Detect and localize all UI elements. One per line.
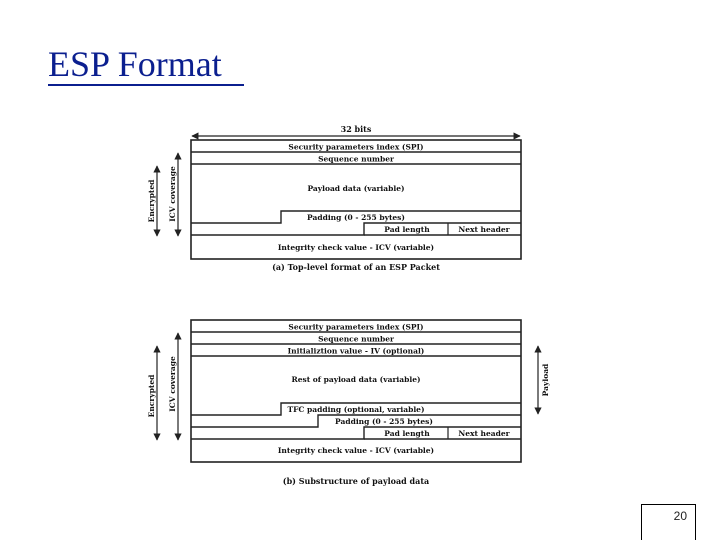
field-iv: Initializtion value - IV (optional) bbox=[287, 346, 425, 356]
field-icv: Integrity check value - ICV (variable) bbox=[277, 243, 435, 252]
field-pad-length: Pad length bbox=[384, 225, 430, 234]
label-encrypted: Encrypted bbox=[147, 374, 156, 418]
diagram-b bbox=[147, 320, 550, 486]
bit-width-label: 32 bits bbox=[340, 124, 372, 134]
field-payload-data: Payload data (variable) bbox=[307, 184, 405, 193]
slide-number-box bbox=[641, 504, 696, 540]
caption-a: (a) Top-level format of an ESP Packet bbox=[272, 262, 440, 272]
field-sequence-number: Sequence number bbox=[318, 334, 394, 344]
label-payload: Payload bbox=[541, 363, 550, 397]
field-pad-length: Pad length bbox=[384, 429, 430, 438]
field-sequence-number: Sequence number bbox=[318, 154, 394, 164]
field-tfc-padding: TFC padding (optional, variable) bbox=[287, 405, 425, 414]
label-icv-coverage: ICV coverage bbox=[168, 356, 177, 412]
slide-title: ESP Format bbox=[48, 44, 222, 84]
field-rest-payload: Rest of payload data (variable) bbox=[291, 375, 421, 384]
slide-number: 20 bbox=[673, 509, 687, 523]
caption-b: (b) Substructure of payload data bbox=[282, 476, 430, 486]
field-spi: Security parameters index (SPI) bbox=[288, 142, 424, 152]
label-encrypted: Encrypted bbox=[147, 179, 156, 223]
field-padding: Padding (0 - 255 bytes) bbox=[307, 213, 405, 222]
field-padding: Padding (0 - 255 bytes) bbox=[335, 417, 433, 426]
field-icv: Integrity check value - ICV (variable) bbox=[277, 446, 435, 455]
diagram-a bbox=[147, 124, 521, 272]
field-next-header: Next header bbox=[458, 225, 510, 234]
field-spi: Security parameters index (SPI) bbox=[288, 322, 424, 332]
label-icv-coverage: ICV coverage bbox=[168, 166, 177, 222]
field-next-header: Next header bbox=[458, 429, 510, 438]
